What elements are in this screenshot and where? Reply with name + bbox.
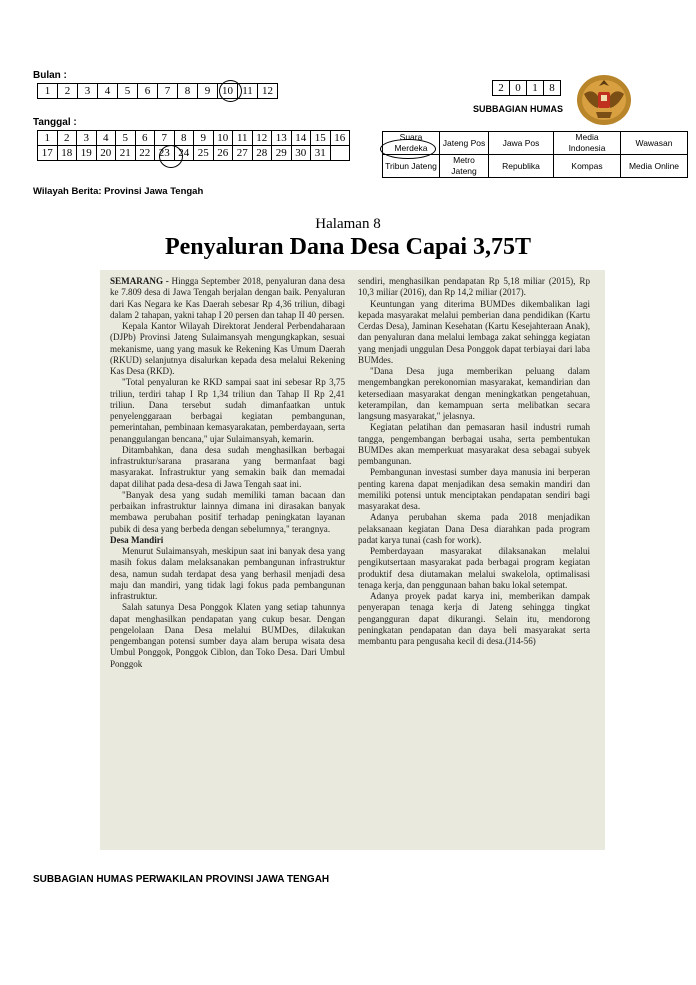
year-digit-cell: 8 bbox=[544, 81, 561, 96]
date-cell: 26 bbox=[213, 146, 233, 161]
date-cell: 14 bbox=[291, 131, 311, 146]
date-cell: 6 bbox=[135, 131, 155, 146]
article-paragraph: "Dana Desa juga memberikan peluang dalam mengembangkan perekonomian masyarakat, kemandirian dan ketersediaan masyarakat dengan meningkatkan pengetahuan, keterampilan, dan kemampuan serta melibatkan secara langsung masyarakat," jelasnya. bbox=[358, 366, 590, 421]
month-cell: 3 bbox=[78, 84, 98, 99]
date-grid bbox=[37, 130, 350, 161]
selected-media-circle bbox=[380, 139, 436, 159]
date-cell: 25 bbox=[194, 146, 214, 161]
media-cell: Media Online bbox=[621, 155, 688, 178]
article-paragraph: Kegiatan pelatihan dan pemasaran hasil industri rumah tangga, pengembangan berbagai usaha, serta pembentukan BUMDes akan memperkuat masyarakat desa sebagai subyek pembangunan. bbox=[358, 422, 590, 466]
date-cell: 23 bbox=[155, 146, 175, 161]
month-cell: 1 bbox=[38, 84, 58, 99]
date-cell: 18 bbox=[57, 146, 77, 161]
article-paragraph: Pembangunan investasi sumber daya manusia ini berperan penting karena dapat menjadikan desa semakin mandiri dan memiliki potensi untuk menciptakan pendapatan sendiri bagi masyarakat desa. bbox=[358, 467, 590, 511]
year-digit-cell: 0 bbox=[510, 81, 527, 96]
page-label: Halaman 8 bbox=[315, 216, 381, 232]
footer-text: SUBBAGIAN HUMAS PERWAKILAN PROVINSI JAWA TENGAH bbox=[33, 874, 330, 885]
month-cell: 4 bbox=[98, 84, 118, 99]
date-cell: 7 bbox=[155, 131, 175, 146]
date-cell: 1 bbox=[38, 131, 58, 146]
media-cell: Media Indonesia bbox=[554, 132, 621, 155]
article-paragraph: "Banyak desa yang sudah memiliki taman bacaan dan perbaikan infrastruktur lainnya dimana ini dirasakan banyak membawa perubahan positif terhadap peningkatan layanan pubik di desa yang berbeda dengan sebelumnya," terangnya. bbox=[110, 489, 345, 534]
date-cell: 9 bbox=[194, 131, 214, 146]
date-cell: 22 bbox=[135, 146, 155, 161]
article-paragraph: Menurut Sulaimansyah, meskipun saat ini banyak desa yang masih fokus dalam melaksanakan pembangunan infrastruktur desa, namun sudah terdapat desa yang berhasil menjadi desa maju dan mandiri, yang tidak lagi fokus pada pembangunan infrastruktur. bbox=[110, 546, 345, 601]
article-paragraph: Adanya proyek padat karya ini, memberikan dampak penyerapan tenaga kerja di Jateng sehingga tingkat pengangguran dapat dikurangi. Selain itu, mendorong peningkatan pendapatan dan daya beli masyarakat serta membantu para pengusaha kecil di desa.(J14-56) bbox=[358, 591, 590, 646]
media-cell: Suara Merdeka bbox=[383, 132, 440, 155]
article-lead-paragraph bbox=[110, 276, 345, 321]
month-cell: 5 bbox=[118, 84, 138, 99]
date-cell: 31 bbox=[311, 146, 331, 161]
date-cell: 5 bbox=[116, 131, 136, 146]
media-cell: Kompas bbox=[554, 155, 621, 178]
month-cell: 12 bbox=[258, 84, 278, 99]
article-paragraph: Keuntungan yang diterima BUMDes dikembalikan lagi kepada masyarakat melalui pemberian dana pendidikan (Kartu Cerdas Desa), Jaminan Kesehatan (Kartu Kesejahteraan Anak), dan penyaluran dana melalui lembaga zakat sehingga kegiatan yang menjadi unggulan Desa Ponggok dapat terbiayai dari laba BUMdes. bbox=[358, 298, 590, 365]
date-cell: 8 bbox=[174, 131, 194, 146]
year-digit-cell: 2 bbox=[493, 81, 510, 96]
article-column-left bbox=[110, 276, 345, 670]
article-column-right bbox=[358, 276, 590, 647]
selected-date-circle bbox=[159, 145, 183, 168]
date-cell: 29 bbox=[272, 146, 292, 161]
article-subheading: Desa Mandiri bbox=[110, 534, 164, 545]
month-cell: 6 bbox=[138, 84, 158, 99]
date-cell: 28 bbox=[252, 146, 272, 161]
date-cell: 2 bbox=[57, 131, 77, 146]
media-cell: Jawa Pos bbox=[489, 132, 554, 155]
dateline: SEMARANG - bbox=[110, 276, 172, 286]
media-cell: Jateng Pos bbox=[440, 132, 489, 155]
date-cell: 19 bbox=[77, 146, 97, 161]
year-box bbox=[492, 80, 561, 96]
date-cell bbox=[330, 146, 350, 161]
article-paragraph: "Total penyaluran ke RKD sampai saat ini sebesar Rp 3,75 triliun, terdiri tahap I Rp 1,34 triliun dan Tahap II Rp 2,41 triliun. Dana tersebut sudah dimanfaatkan untuk penyelenggaraan berbagai kegiatan pembangunan, pemerintahan, pembinaan kemasyarakatan, pemberdayaan, serta penanggulangan bencana," ujar Sulaimansyah, kemarin. bbox=[110, 377, 345, 444]
date-cell: 11 bbox=[233, 131, 253, 146]
media-cell: Republika bbox=[489, 155, 554, 178]
date-cell: 20 bbox=[96, 146, 116, 161]
media-cell: Metro Jateng bbox=[440, 155, 489, 178]
date-cell: 12 bbox=[252, 131, 272, 146]
date-cell: 3 bbox=[77, 131, 97, 146]
date-cell: 24 bbox=[174, 146, 194, 161]
article-paragraph: Kepala Kantor Wilayah Direktorat Jenderal Perbendaharaan (DJPb) Provinsi Jateng Sulaimansyah mengungkapkan, sesuai mekanisme, uang yang masuk ke Rekening Kas Umum Daerah (RKUD) selanjutnya disalurkan kepada desa melalui Rekening Kas Desa (RKD). bbox=[110, 321, 345, 376]
date-cell: 21 bbox=[116, 146, 136, 161]
article-paragraph: sendiri, menghasilkan pendapatan Rp 5,18 miliar (2015), Rp 10,3 miliar (2016), dan Rp 14,2 miliar (2017). bbox=[358, 276, 590, 298]
date-cell: 13 bbox=[272, 131, 292, 146]
date-cell: 30 bbox=[291, 146, 311, 161]
wilayah-berita: Wilayah Berita: Provinsi Jawa Tengah bbox=[33, 186, 204, 197]
headline: Penyaluran Dana Desa Capai 3,75T bbox=[164, 234, 532, 260]
date-cell: 15 bbox=[311, 131, 331, 146]
article-paragraph: Ditambahkan, dana desa sudah menghasilkan berbagai infrastruktur/sarana prasarana yang bermanfaat bagi masyarakat. Infrastruktur yang semakin baik dan memadai dapat dilihat pada desa-desa di Jawa Tengah saat ini. bbox=[110, 444, 345, 489]
lead-text: Hingga September 2018, penyaluran dana desa ke 7.809 desa di Jawa Tengah berjalan dengan baik. Penyaluran dari Kas Negara ke Kas Daerah sebesar Rp 4,36 triliun, dibagi dalam 2 tahapan, yakni tahap I 20 persen dan tahap II 40 persen. bbox=[110, 276, 345, 320]
selected-month-circle bbox=[219, 80, 242, 102]
garuda-emblem bbox=[572, 66, 636, 130]
date-cell: 17 bbox=[38, 146, 58, 161]
month-cell: 8 bbox=[178, 84, 198, 99]
month-cell: 9 bbox=[198, 84, 218, 99]
media-cell: Tribun Jateng bbox=[383, 155, 440, 178]
date-cell: 27 bbox=[233, 146, 253, 161]
month-cell: 7 bbox=[158, 84, 178, 99]
article-paragraph: Pemberdayaan masyarakat dilaksanakan melalui pengikutsertaan masyarakat pada berbagai program kegiatan produktif desa diutamakan melalui swakelola, optimalisasi tenaga kerja, dan penggunaan bahan baku lokal setempat. bbox=[358, 546, 590, 590]
month-cell: 2 bbox=[58, 84, 78, 99]
date-cell: 16 bbox=[330, 131, 350, 146]
media-cell: Wawasan bbox=[621, 132, 688, 155]
month-cell: 11 bbox=[238, 84, 258, 99]
date-cell: 4 bbox=[96, 131, 116, 146]
article-paragraph: Salah satunya Desa Ponggok Klaten yang setiap tahunnya dapat menghasilkan pendapatan yang cukup besar. Dengan pengelolaan Dana Desa melalui BUMDes, dilakukan pengembangan potensi sumber daya alam berupa wisata desa Umbul Ponggok, Ponggok Ciblon, dan Toko Desa. Dari Umbul Ponggok bbox=[110, 602, 345, 669]
year-digit-cell: 1 bbox=[527, 81, 544, 96]
month-cell: 10 bbox=[218, 84, 238, 99]
article-paragraph: Adanya perubahan skema pada 2018 menjadikan pelaksanaan kegiatan Dana Desa diarahkan pada program padat karya tunai (cash for work). bbox=[358, 512, 590, 545]
org-label: SUBBAGIAN HUMAS bbox=[473, 104, 563, 114]
date-cell: 10 bbox=[213, 131, 233, 146]
tanggal-label: Tanggal : bbox=[33, 117, 77, 128]
bulan-label: Bulan : bbox=[33, 70, 67, 81]
